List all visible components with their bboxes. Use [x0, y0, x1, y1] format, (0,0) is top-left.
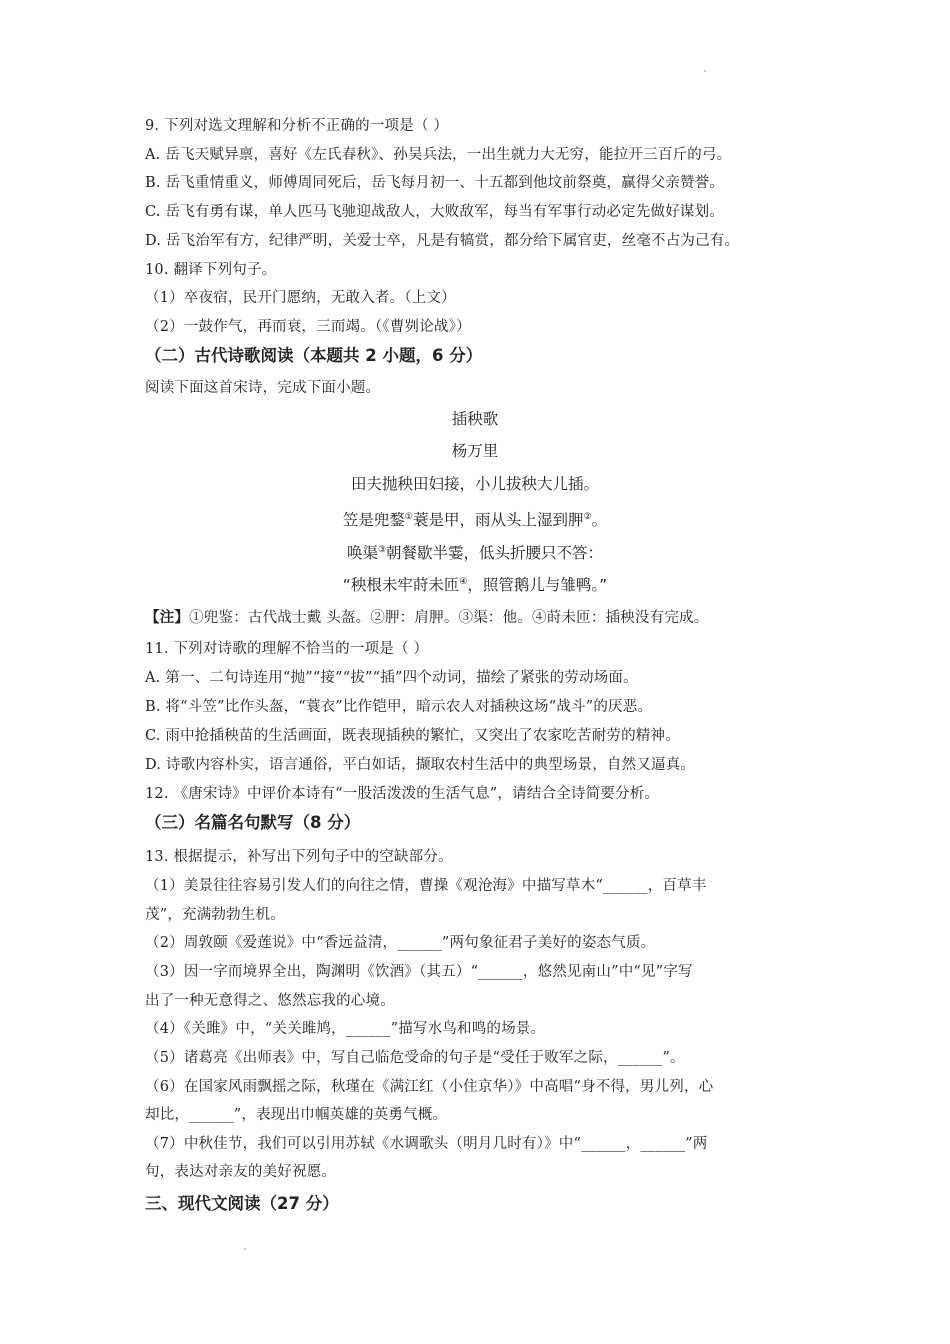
- page-speck: [704, 70, 706, 72]
- q13-item-1-line-2: 茂”，充满勃勃生机。: [145, 907, 285, 923]
- poem-line-4: [0, 571, 950, 596]
- q13-item-7-line-1: （7）中秋佳节，我们可以引用苏轼《水调歌头（明月几时有）》中“______，______”两: [145, 1136, 708, 1152]
- note-text: ①兜鉴：古代战士戴 头盔。②胛：肩胛。③渠：他。④莳未匝：插秧没有完成。: [189, 610, 709, 626]
- q9-option-a: A. 岳飞天赋异禀，喜好《左氏春秋》、孙吴兵法，一出生就力大无穷，能拉开三百斤的弓。: [145, 147, 732, 163]
- footnote-mark-1: ①: [404, 512, 413, 522]
- q11-option-a: A. 第一、二句诗连用“抛”“接”“拔”“插”四个动词，描绘了紧张的劳动场面。: [145, 670, 638, 686]
- poem-line-2-part-a: 笠是兜鍪: [342, 511, 405, 530]
- q13-item-6-line-2: 却比，______”，表现出巾帼英雄的英勇气概。: [145, 1107, 448, 1123]
- poem-line-3-part-b: 朝餐歇半霎，低头折腰只不答：: [386, 544, 604, 563]
- q13-item-5: （5）诸葛亮《出师表》中，写自己临危受命的句子是“受任于败军之际，______”。: [145, 1050, 685, 1066]
- poem-title: 插秧歌: [451, 410, 499, 428]
- poem-line-1: 田夫抛秧田妇接，小儿拔秧大儿插。: [350, 475, 599, 493]
- footnote-mark-2: ②: [583, 512, 592, 522]
- q9-stem: 9. 下列对选文理解和分析不正确的一项是（ ）: [145, 118, 449, 134]
- q9-option-b: B. 岳飞重情重义，师傅周同死后，岳飞每月初一、十五都到他坟前祭奠，赢得父亲赞誉。: [145, 175, 725, 191]
- poem-author: 杨万里: [451, 442, 499, 460]
- note-label: 【注】: [145, 610, 190, 626]
- q13-item-4: （4）《关雎》中，“关关雎鸠，______”描写水鸟和鸣的场景。: [145, 1021, 546, 1037]
- part-3-heading: 三、现代文阅读（27 分）: [145, 1194, 339, 1213]
- q13-item-7-line-2: 句，表达对亲友的美好祝愿。: [145, 1164, 337, 1180]
- q12-stem: 12. 《唐宋诗》中评价本诗有“一股活泼泼的生活气息”，请结合全诗简要分析。: [145, 786, 660, 802]
- q11-option-c: C. 雨中抢插秧苗的生活画面，既表现插秧的繁忙，又突出了农家吃苦耐劳的精神。: [145, 728, 680, 744]
- q10-sentence-1: （1）卒夜宿，民开门愿纳，无敢入者。（上文）: [145, 290, 456, 306]
- section-3-heading: （三）名篇名句默写（8 分）: [145, 813, 361, 832]
- q13-item-2: （2）周敦颐《爱莲说》中“香远益清，______”两句象征君子美好的姿态气质。: [145, 935, 656, 951]
- q13-item-6-line-1: （6）在国家风雨飘摇之际，秋瑾在《满江红（小住京华）》中高唱“身不得，男儿列，心: [145, 1079, 714, 1095]
- poem-line-2: [0, 506, 950, 531]
- q11-option-b: B. 将“斗笠”比作头盔，“蓑衣”比作铠甲，暗示农人对插秧这场“战斗”的厌恶。: [145, 699, 653, 715]
- poem-line-2-part-c: 。: [591, 511, 608, 530]
- section-2-intro: 阅读下面这首宋诗，完成下面小题。: [145, 380, 381, 396]
- q10-sentence-2: （2）一鼓作气，再而衰，三而竭。（《曹刿论战》）: [145, 319, 471, 335]
- q13-stem: 13. 根据提示，补写出下列句子中的空缺部分。: [145, 849, 453, 865]
- q13-item-1-line-1: （1）美景往往容易引发人们的向往之情，曹操《观沧海》中描写草木“______，百草丰: [145, 878, 707, 894]
- poem-line-3: [0, 539, 950, 564]
- q11-stem: 11. 下列对诗歌的理解不恰当的一项是（ ）: [145, 641, 429, 657]
- poem-line-4-part-b: ，照管鹅儿与雏鸭。”: [467, 576, 608, 595]
- poem-line-3-part-a: 唤渠: [346, 544, 378, 563]
- q11-option-d: D. 诗歌内容朴实，语言通俗，平白如话，撷取农村生活中的典型场景，自然又逼真。: [145, 757, 696, 773]
- footnote-mark-4: ④: [459, 577, 468, 587]
- footnote-mark-3: ③: [377, 545, 387, 555]
- poem-note: [145, 608, 825, 628]
- q13-item-3-line-1: （3）因一字而境界全出，陶渊明《饮酒》（其五）“______，悠然见南山”中“见”字写: [145, 964, 693, 980]
- q9-option-c: C. 岳飞有勇有谋，单人匹马飞驰迎战敌人，大败敌军，每当有军事行动必定先做好谋划。: [145, 204, 724, 220]
- q13-item-3-line-2: 出了一种无意得之、悠然忘我的心境。: [145, 993, 395, 1009]
- poem-line-4-part-a: “秧根未牢莳未匝: [342, 576, 460, 595]
- page-speck: [244, 1248, 246, 1250]
- q10-stem: 10. 翻译下列句子。: [145, 262, 277, 278]
- q9-option-d: D. 岳飞治军有方，纪律严明，关爱士卒，凡是有犒赏，都分给下属官吏，丝毫不占为己有。: [145, 233, 740, 249]
- section-2-heading: （二）古代诗歌阅读（本题共 2 小题，6 分）: [145, 346, 483, 365]
- poem-line-2-part-b: 蓑是甲，雨从头上湿到胛: [412, 511, 584, 530]
